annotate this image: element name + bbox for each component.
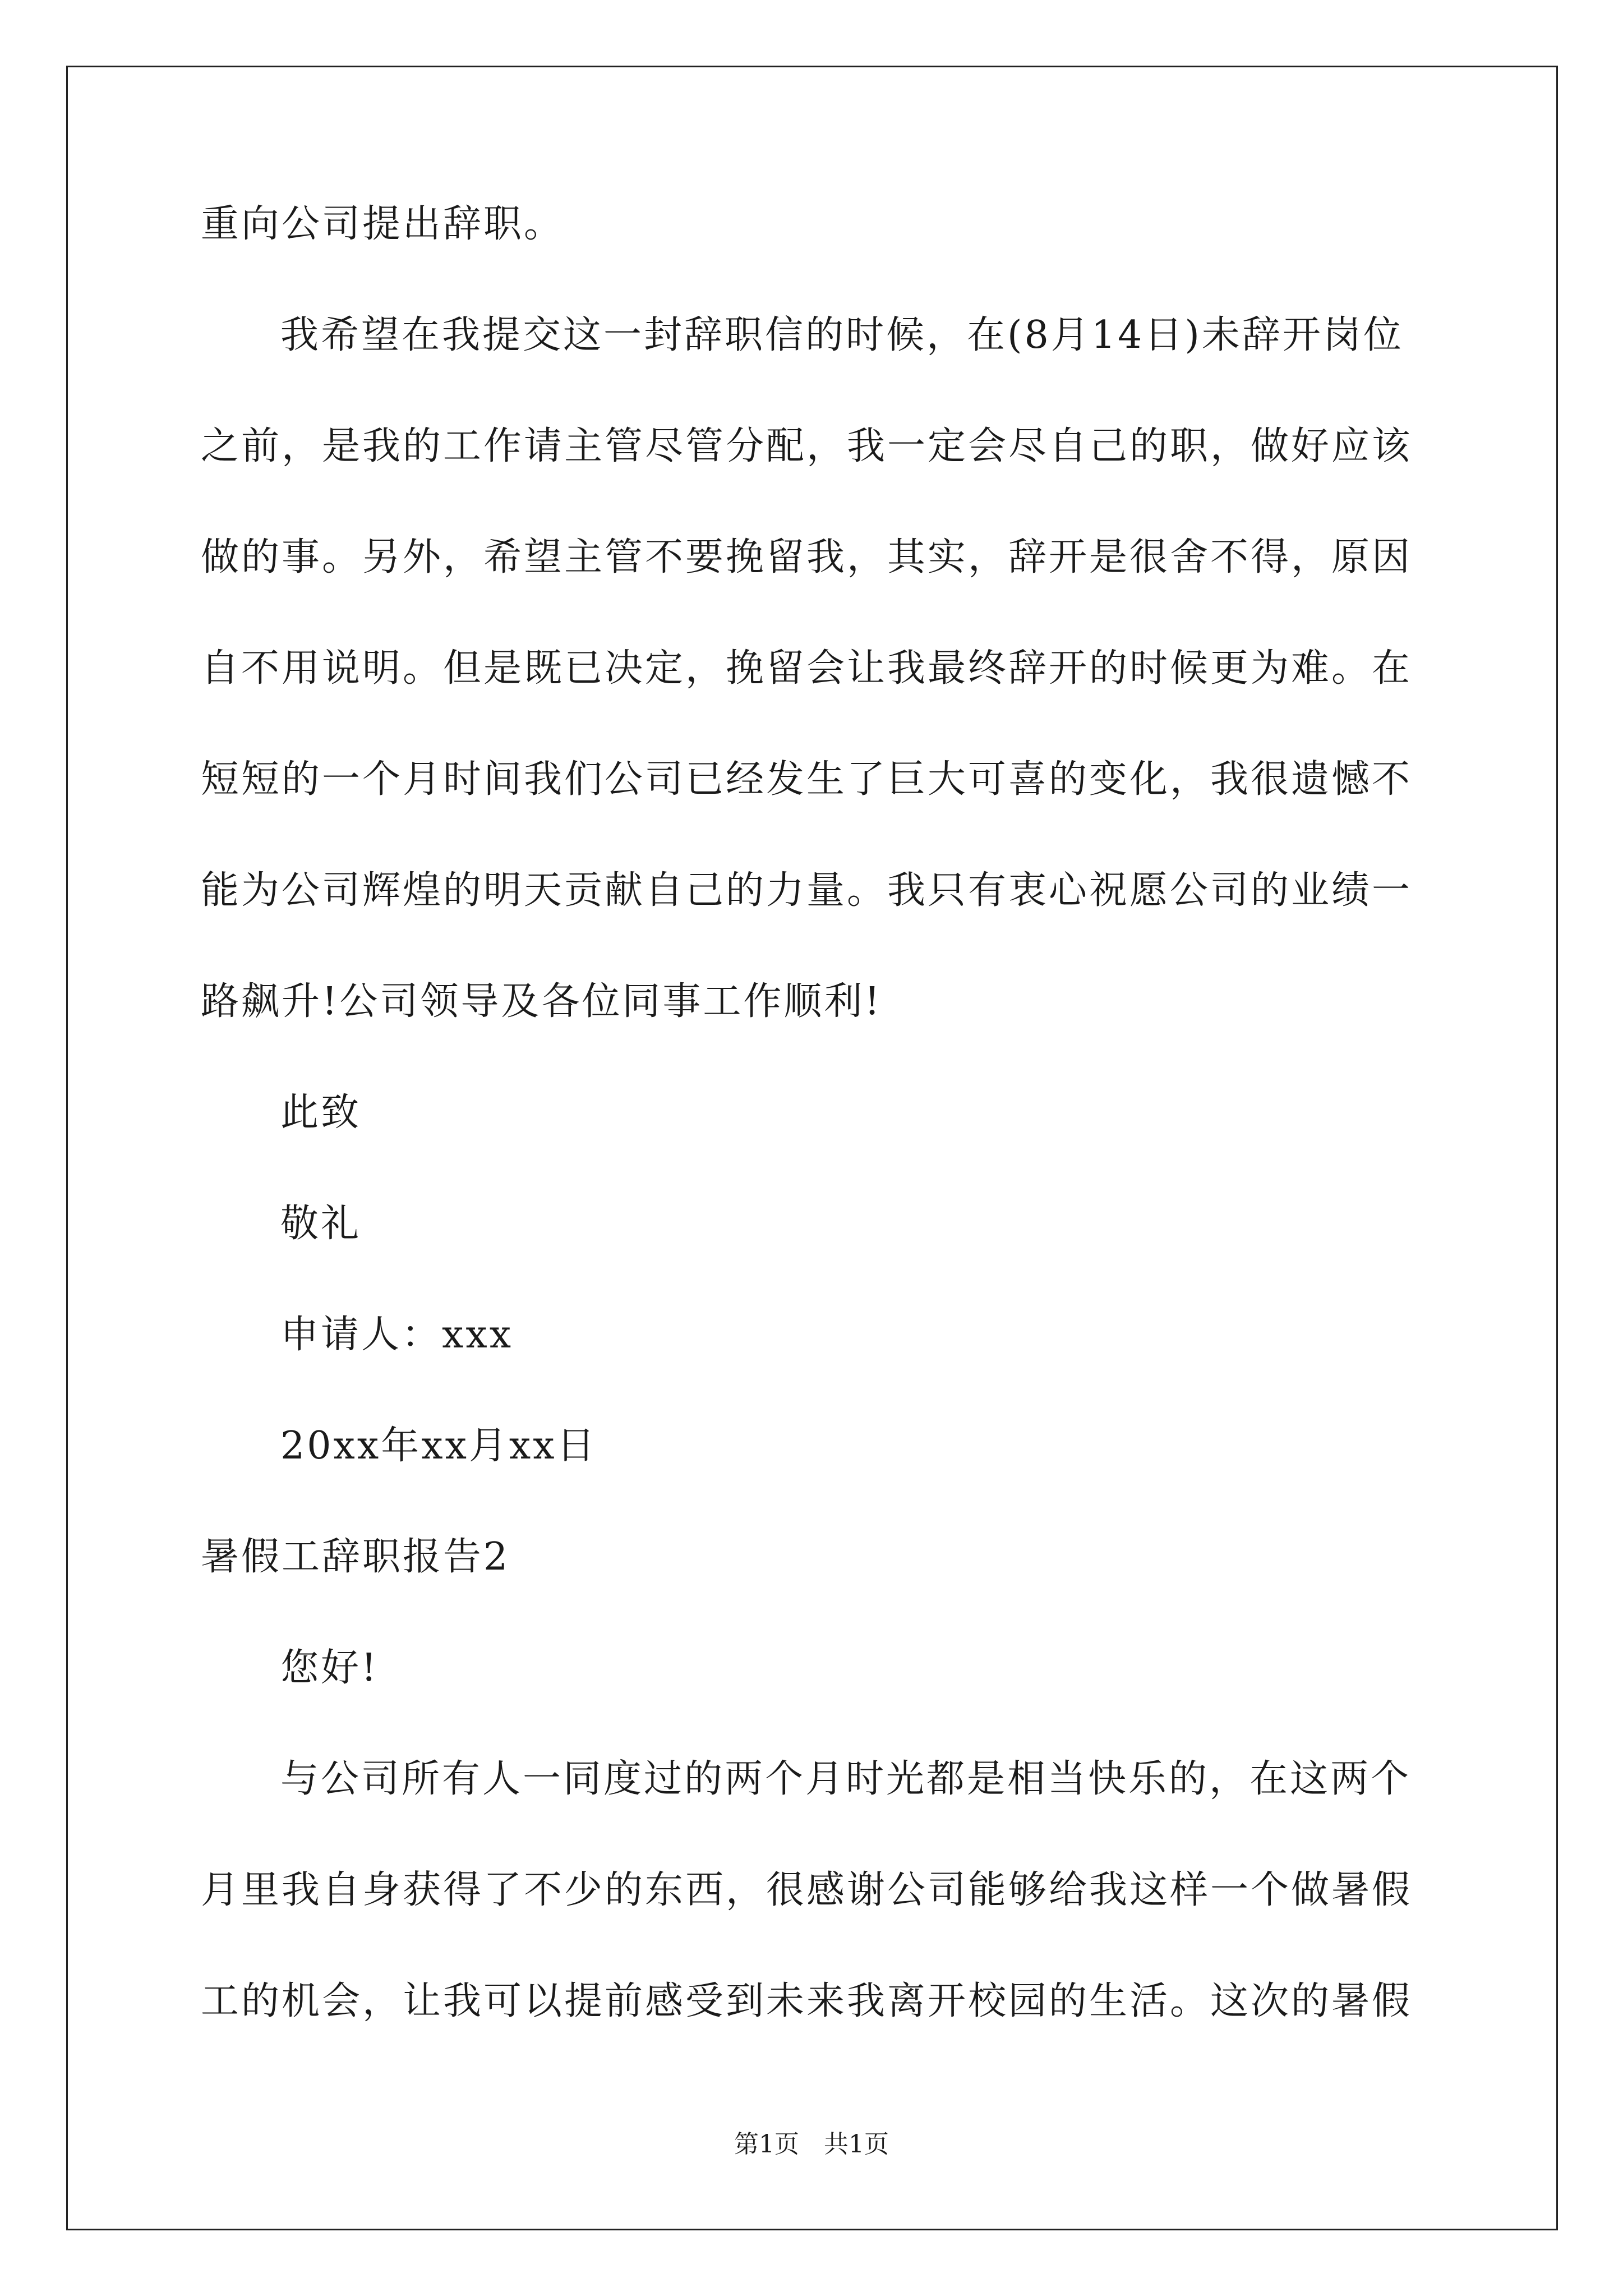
paragraph-line: 与公司所有人一同度过的两个月时光都是相当快乐的，在这两个 — [280, 1757, 1412, 1801]
paragraph-line: 短短的一个月时间我们公司已经发生了巨大可喜的变化，我很遗憾不 — [201, 757, 1413, 802]
paragraph-line: 路飙升!公司领导及各位同事工作顺利! — [201, 979, 882, 1024]
closing-salutation: 此致 — [280, 1091, 362, 1135]
paragraph-line: 重向公司提出辞职。 — [201, 202, 565, 246]
paragraph-line: 能为公司辉煌的明天贡献自己的力量。我只有衷心祝愿公司的业绩一 — [201, 868, 1413, 913]
date-line: 20xx年xx月xx日 — [280, 1424, 597, 1468]
page-footer: 第1页 共1页 — [734, 2130, 889, 2159]
paragraph-line: 我希望在我提交这一封辞职信的时候，在(8月14日)未辞开岗位 — [280, 313, 1404, 357]
paragraph-line: 之前，是我的工作请主管尽管分配，我一定会尽自己的职，做好应该 — [201, 424, 1413, 468]
paragraph-line: 做的事。另外，希望主管不要挽留我，其实，辞开是很舍不得，原因 — [201, 535, 1413, 579]
closing-regards: 敬礼 — [280, 1202, 362, 1246]
applicant-line: 申请人：xxx — [280, 1313, 514, 1357]
section-title: 暑假工辞职报告2 — [201, 1535, 510, 1579]
paragraph-line: 自不用说明。但是既已决定，挽留会让我最终辞开的时候更为难。在 — [201, 646, 1413, 691]
paragraph-line: 工的机会，让我可以提前感受到未来我离开校园的生活。这次的暑假 — [201, 1979, 1413, 2023]
paragraph-line: 月里我自身获得了不少的东西，很感谢公司能够给我这样一个做暑假 — [201, 1868, 1413, 1912]
greeting-line: 您好! — [280, 1646, 379, 1690]
